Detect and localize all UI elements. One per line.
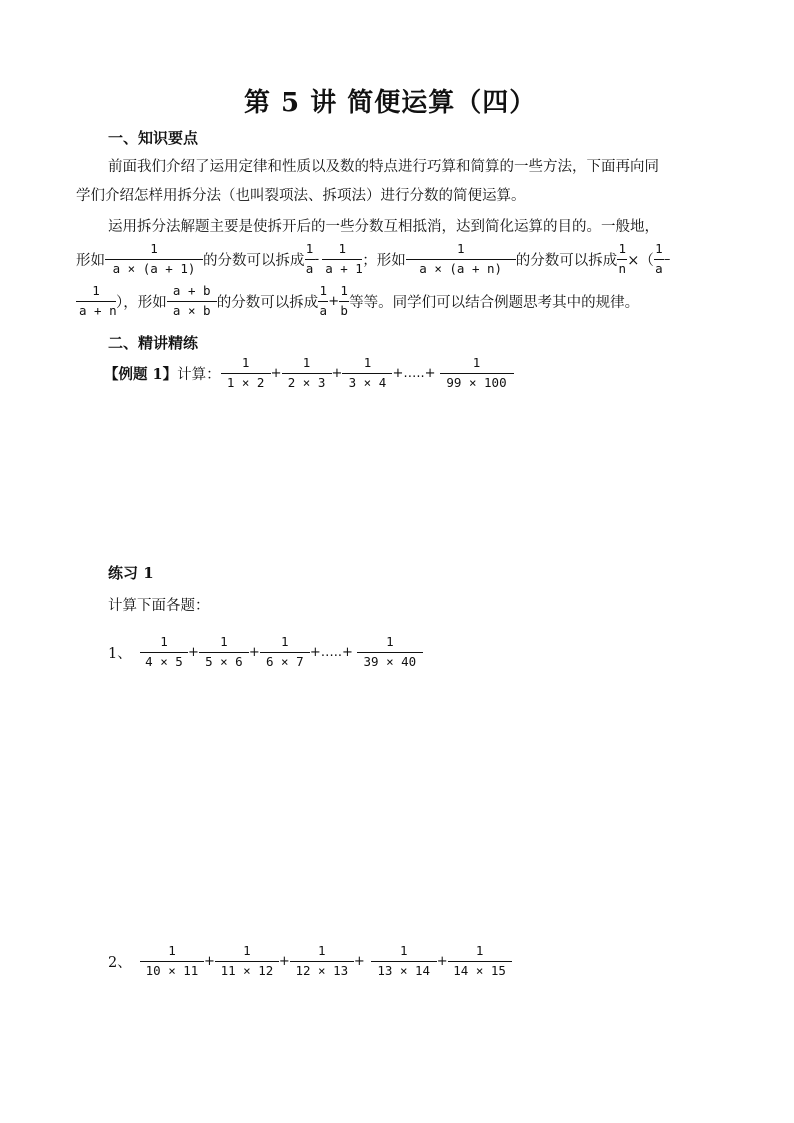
- q1-fraction-4: $\frac{1}{39 \times 40}$: [357, 636, 423, 668]
- q2-op-4: +: [436, 953, 448, 969]
- q2-fraction-1: $\frac{1}{10 \times 11}$: [140, 945, 204, 977]
- fraction-1-over-a-2: $\frac{1}{a}$: [655, 241, 663, 276]
- example-1-text: 计算：: [177, 366, 221, 383]
- text-can-split-3: 的分数可以拆成: [216, 294, 319, 311]
- fraction-1-over-a-a-plus-n: $\frac{1}{a \times (a + n)}$: [406, 243, 516, 275]
- q1-op-1: +: [188, 644, 199, 660]
- formula-line-2: [76, 285, 639, 317]
- minus-sign: -: [314, 251, 320, 267]
- practice-question-1: [108, 636, 423, 668]
- text-semicolon-xingru: ；形如: [362, 252, 406, 269]
- text-can-split-2: 的分数可以拆成: [515, 252, 618, 269]
- plus-sign: +: [328, 293, 340, 309]
- example-1-label: 【例题 1】: [104, 365, 178, 383]
- fraction-1-over-a-3: $\frac{1}{a}$: [319, 283, 328, 318]
- q2-op-1: +: [204, 953, 215, 969]
- q2-fraction-3: $\frac{1}{12 \times 13}$: [290, 945, 354, 977]
- text-can-split: 的分数可以拆成: [203, 252, 305, 269]
- formula-line-1: [76, 243, 670, 275]
- q1-fraction-3: $\frac{1}{6 \times 7}$: [260, 636, 310, 668]
- example-1: [104, 357, 514, 389]
- section-heading-practice: 二、精讲精练: [108, 334, 199, 352]
- ex1-fraction-1: $\frac{1}{1 \times 2}$: [221, 357, 271, 389]
- ex1-op-2: +: [331, 365, 343, 381]
- fraction-1-over-b: $\frac{1}{b}$: [340, 283, 348, 318]
- q2-fraction-4: $\frac{1}{13 \times 14}$: [371, 945, 437, 977]
- q2-fraction-5: $\frac{1}{14 \times 15}$: [448, 945, 512, 977]
- text-dengdeng: 等等。同学们可以结合例题思考其中的规律。: [349, 294, 640, 311]
- page-title: 第 5 讲 简便运算（四）: [244, 88, 537, 118]
- fraction-a-plus-b-over-a-times-b: $\frac{a + b}{a \times b}$: [167, 285, 217, 317]
- q1-fraction-1: $\frac{1}{4 \times 5}$: [140, 636, 188, 668]
- paragraph-2-line-1: 运用拆分法解题主要是使拆开后的一些分数互相抵消，达到简化运算的目的。一般地，: [108, 219, 659, 235]
- fraction-1-over-a-a-plus-1: $\frac{1}{a \times (a + 1)}$: [105, 243, 203, 275]
- fraction-1-over-a-plus-n: $\frac{1}{a + n}$: [76, 285, 116, 317]
- ex1-op-3: +…..+: [392, 365, 436, 381]
- question-1-label: 1、: [108, 645, 132, 662]
- text-times-paren: ×（: [627, 252, 654, 269]
- ex1-fraction-3: $\frac{1}{3 \times 4}$: [342, 357, 392, 389]
- q1-fraction-2: $\frac{1}{5 \times 6}$: [199, 636, 249, 668]
- ex1-fraction-4: $\frac{1}{99 \times 100}$: [440, 357, 514, 389]
- fraction-1-over-n: $\frac{1}{n}$: [618, 241, 626, 276]
- text-xingru: 形如: [76, 252, 105, 269]
- q1-op-2: +: [248, 644, 260, 660]
- text-paren-xingru: ），形如: [116, 294, 167, 311]
- fraction-1-over-a-plus-1: $\frac{1}{a + 1}$: [322, 243, 362, 275]
- practice-question-2: [108, 945, 512, 977]
- section-heading-knowledge: 一、知识要点: [108, 129, 199, 147]
- minus-sign-2: –: [663, 251, 671, 267]
- q2-op-2: +: [278, 953, 290, 969]
- paragraph-1-line-1: 前面我们介绍了运用定律和性质以及数的特点进行巧算和简算的一些方法，下面再向同: [108, 159, 659, 175]
- practice-1-instruction: 计算下面各题：: [108, 598, 210, 614]
- question-2-label: 2、: [108, 954, 132, 971]
- q2-op-3: +: [353, 953, 365, 969]
- q1-op-3: +…..+: [309, 644, 353, 660]
- q2-fraction-2: $\frac{1}{11 \times 12}$: [215, 945, 279, 977]
- ex1-op-1: +: [270, 365, 282, 381]
- practice-1-heading: 练习 1: [108, 564, 154, 582]
- ex1-fraction-2: $\frac{1}{2 \times 3}$: [282, 357, 332, 389]
- fraction-1-over-a: $\frac{1}{a}$: [305, 241, 314, 276]
- paragraph-1-line-2: 学们介绍怎样用拆分法（也叫裂项法、拆项法）进行分数的简便运算。: [76, 188, 526, 204]
